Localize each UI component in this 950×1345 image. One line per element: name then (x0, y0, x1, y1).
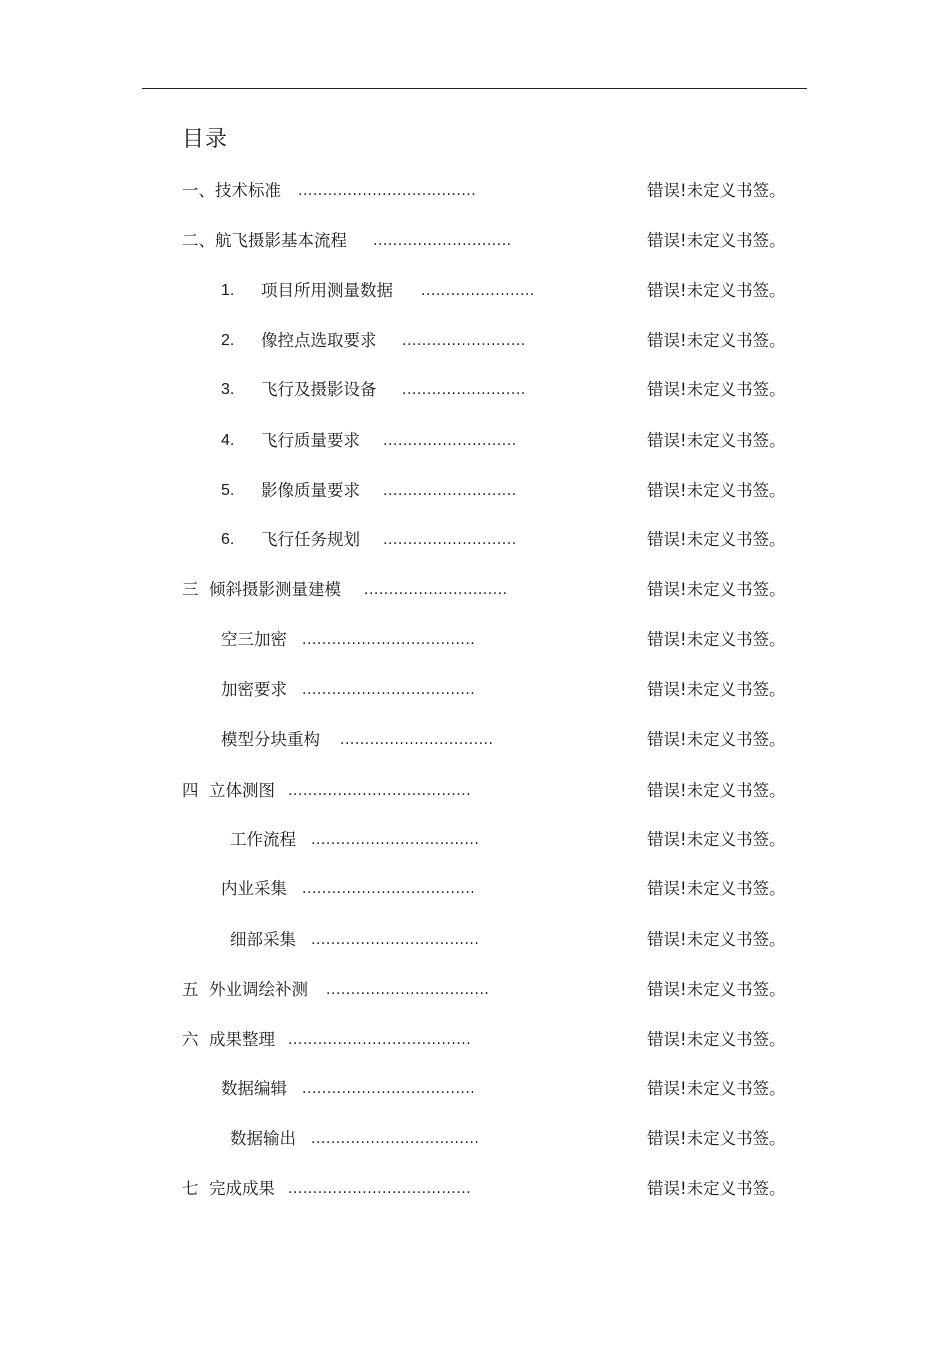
toc-dot-leader: ........................... (383, 433, 517, 449)
toc-entry[interactable] (0, 825, 950, 855)
toc-entry-number: 6. (221, 531, 235, 548)
toc-entry-label: 细部采集 (230, 930, 296, 949)
toc-entry-label: 像控点选取要求 (261, 331, 377, 350)
toc-entry-label: 三 倾斜摄影测量建模 (182, 580, 341, 599)
toc-entry-number: 3. (221, 381, 235, 398)
toc-dot-leader: ......................... (402, 382, 526, 398)
toc-page-ref: 错误!未定义书签。 (647, 1129, 786, 1148)
toc-entry-label: 数据输出 (230, 1129, 296, 1148)
toc-entry-label: 一、技术标准 (182, 181, 281, 200)
toc-page-ref: 错误!未定义书签。 (647, 380, 786, 399)
toc-entry-label: 空三加密 (221, 630, 287, 649)
toc-entry[interactable] (0, 226, 950, 256)
toc-entry[interactable] (0, 375, 950, 405)
toc-dot-leader: ..................................... (288, 1032, 472, 1048)
toc-entry[interactable] (0, 1124, 950, 1154)
toc-entry[interactable] (0, 1074, 950, 1104)
toc-page-ref: 错误!未定义书签。 (647, 830, 786, 849)
toc-page-ref: 错误!未定义书签。 (647, 930, 786, 949)
toc-dot-leader: ........................... (383, 532, 517, 548)
toc-dot-leader: ............................ (373, 233, 512, 249)
toc-dot-leader: ..................................... (288, 783, 472, 799)
toc-entry[interactable] (0, 975, 950, 1005)
toc-page-ref: 错误!未定义书签。 (647, 431, 786, 450)
toc-entry-number: 1. (221, 282, 235, 299)
toc-page-ref: 错误!未定义书签。 (647, 730, 786, 749)
toc-entry-label: 六 成果整理 (182, 1030, 275, 1049)
toc-entry[interactable] (0, 575, 950, 605)
toc-page-ref: 错误!未定义书签。 (647, 331, 786, 350)
toc-dot-leader: ................................. (326, 982, 490, 998)
toc-dot-leader: .................................. (311, 932, 480, 948)
toc-dot-leader: ..................................... (288, 1181, 472, 1197)
toc-entry[interactable] (0, 326, 950, 356)
toc-entry-number: 4. (221, 432, 235, 449)
toc-entry-label: 五 外业调绘补测 (182, 980, 308, 999)
toc-entry[interactable] (0, 776, 950, 806)
toc-dot-leader: ................................... (302, 1081, 476, 1097)
toc-entry[interactable] (0, 1025, 950, 1055)
toc-page-ref: 错误!未定义书签。 (647, 781, 786, 800)
toc-dot-leader: ......................... (402, 333, 526, 349)
toc-entry-label: 飞行任务规划 (261, 530, 360, 549)
toc-entry[interactable] (0, 625, 950, 655)
toc-dot-leader: ................................... (302, 881, 476, 897)
toc-entry[interactable] (0, 1174, 950, 1204)
toc-page-ref: 错误!未定义书签。 (647, 680, 786, 699)
toc-page-ref: 错误!未定义书签。 (647, 281, 786, 300)
toc-entry-label: 内业采集 (221, 879, 287, 898)
toc-entry-label: 七 完成成果 (182, 1179, 275, 1198)
toc-entry[interactable] (0, 675, 950, 705)
toc-page-ref: 错误!未定义书签。 (647, 181, 786, 200)
toc-dot-leader: .................................. (311, 832, 480, 848)
toc-entry-label: 飞行质量要求 (261, 431, 360, 450)
toc-page-ref: 错误!未定义书签。 (647, 580, 786, 599)
toc-dot-leader: ....................... (421, 283, 535, 299)
toc-entry-label: 二、航飞摄影基本流程 (182, 231, 347, 250)
toc-entry[interactable] (0, 476, 950, 506)
toc-page-ref: 错误!未定义书签。 (647, 1179, 786, 1198)
toc-entry-number: 2. (221, 332, 235, 349)
toc-dot-leader: ........................... (383, 483, 517, 499)
toc-dot-leader: .................................... (298, 183, 476, 199)
toc-entry-label: 工作流程 (230, 830, 296, 849)
toc-entry[interactable] (0, 925, 950, 955)
toc-entry-label: 飞行及摄影设备 (261, 380, 377, 399)
toc-entry-number: 5. (221, 482, 235, 499)
toc-entry-label: 四 立体测图 (182, 781, 275, 800)
toc-dot-leader: ................................... (302, 682, 476, 698)
toc-dot-leader: ................................... (302, 632, 476, 648)
toc-page-ref: 错误!未定义书签。 (647, 530, 786, 549)
toc-entry[interactable] (0, 426, 950, 456)
toc-dot-leader: .................................. (311, 1131, 480, 1147)
toc-page-ref: 错误!未定义书签。 (647, 481, 786, 500)
toc-entry[interactable] (0, 725, 950, 755)
toc-page-ref: 错误!未定义书签。 (647, 1079, 786, 1098)
toc-entry[interactable] (0, 525, 950, 555)
toc-entry-label: 数据编辑 (221, 1079, 287, 1098)
toc-entry[interactable] (0, 874, 950, 904)
toc-entry-label: 模型分块重构 (221, 730, 320, 749)
toc-page-ref: 错误!未定义书签。 (647, 630, 786, 649)
toc-entry[interactable] (0, 176, 950, 206)
toc-entry[interactable] (0, 276, 950, 306)
toc-title: 目录 (182, 127, 229, 152)
toc-entry-label: 加密要求 (221, 680, 287, 699)
toc-dot-leader: ............................. (364, 582, 508, 598)
toc-page-ref: 错误!未定义书签。 (647, 879, 786, 898)
toc-entry-label: 项目所用测量数据 (261, 281, 393, 300)
toc-page-ref: 错误!未定义书签。 (647, 980, 786, 999)
toc-page-ref: 错误!未定义书签。 (647, 231, 786, 250)
toc-page-ref: 错误!未定义书签。 (647, 1030, 786, 1049)
toc-dot-leader: ............................... (340, 732, 494, 748)
toc-entry-label: 影像质量要求 (261, 481, 360, 500)
